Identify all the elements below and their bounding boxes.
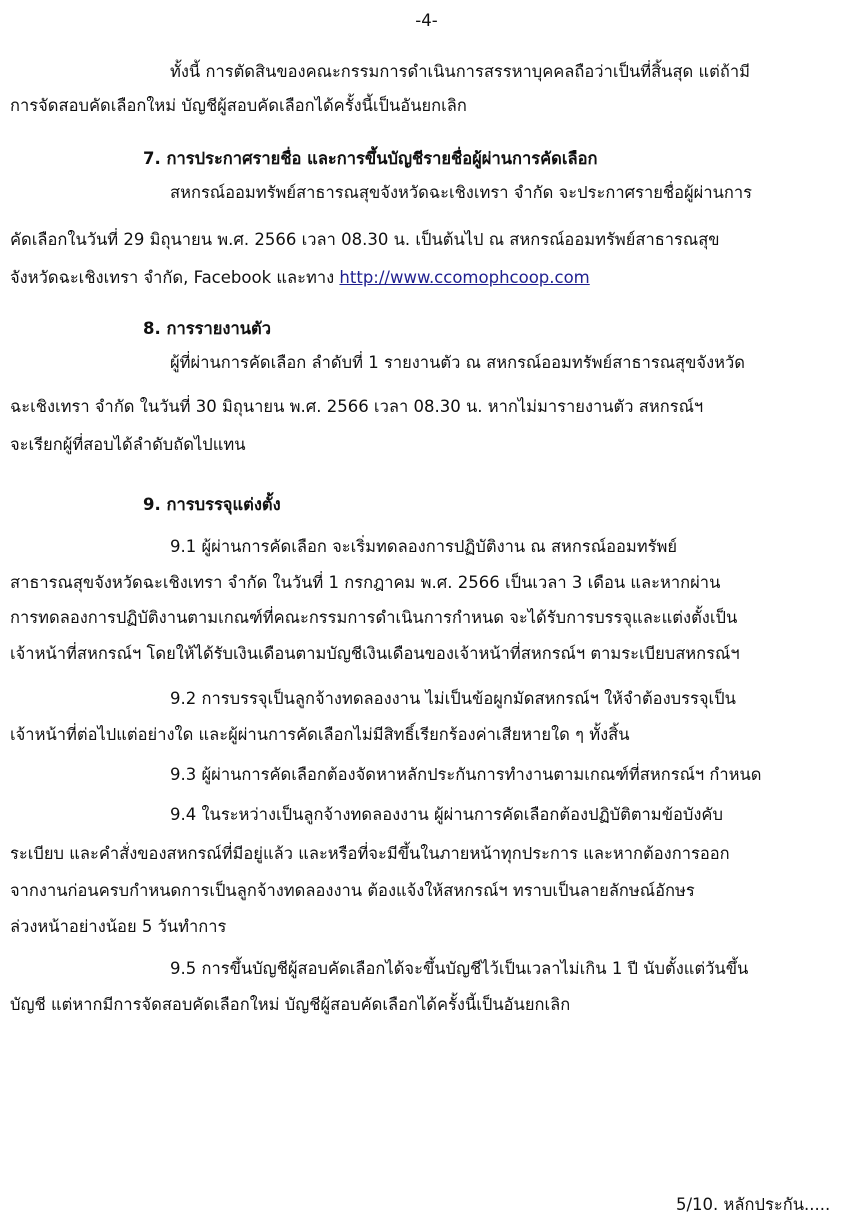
section-8-line-2: ฉะเชิงเทรา จำกัด ในวันที่ 30 มิถุนายน พ.ศ. 2566 เวลา 08.30 น. หากไม่มารายงานตัว สหกรณ์ฯ — [10, 397, 704, 416]
section-7-line-2: คัดเลือกในวันที่ 29 มิถุนายน พ.ศ. 2566 เวลา 08.30 น. เป็นต้นไป ณ สหกรณ์ออมทรัพย์สาธารณสุข — [10, 230, 720, 249]
continuation-footer: 5/10. หลักประกัน..... — [676, 1195, 831, 1214]
section-9-1-line-4: เจ้าหน้าที่สหกรณ์ฯ โดยให้ได้รับเงินเดือนตามบัญชีเงินเดือนของเจ้าหน้าที่สหกรณ์ฯ ตามระเบียบสหกรณ์ฯ — [10, 644, 740, 663]
section-9-1-line-1: 9.1 ผู้ผ่านการคัดเลือก จะเริ่มทดลองการปฏิบัติงาน ณ สหกรณ์ออมทรัพย์ — [170, 537, 678, 556]
website-link[interactable]: http://www.ccomophcoop.com — [339, 268, 590, 287]
section-7-line-3-text: จังหวัดฉะเชิงเทรา จำกัด, Facebook และทาง — [10, 268, 340, 287]
intro-line-2: การจัดสอบคัดเลือกใหม่ บัญชีผู้สอบคัดเลือกได้ครั้งนี้เป็นอันยกเลิก — [10, 96, 467, 115]
section-7-line-1: สหกรณ์ออมทรัพย์สาธารณสุขจังหวัดฉะเชิงเทรา จำกัด จะประกาศรายชื่อผู้ผ่านการ — [170, 183, 752, 202]
section-9-4-line-1: 9.4 ในระหว่างเป็นลูกจ้างทดลองงาน ผู้ผ่านการคัดเลือกต้องปฏิบัติตามข้อบังคับ — [170, 805, 723, 824]
section-9-5-line-2: บัญชี แต่หากมีการจัดสอบคัดเลือกใหม่ บัญชีผู้สอบคัดเลือกได้ครั้งนี้เป็นอันยกเลิก — [10, 995, 571, 1014]
section-9-4-line-4: ล่วงหน้าอย่างน้อย 5 วันทำการ — [10, 917, 227, 936]
section-9-2-line-2: เจ้าหน้าที่ต่อไปแต่อย่างใด และผู้ผ่านการคัดเลือกไม่มีสิทธิ์เรียกร้องค่าเสียหายใด ๆ ทั้งสิ้น — [10, 725, 630, 744]
section-8-heading: 8. การรายงานตัว — [143, 319, 271, 338]
section-9-1-line-3: การทดลองการปฏิบัติงานตามเกณฑ์ที่คณะกรรมการดำเนินการกำหนด จะได้รับการบรรจุและแต่งตั้งเป็น — [10, 608, 738, 627]
page-number: -4- — [415, 11, 438, 30]
section-9-heading: 9. การบรรจุแต่งตั้ง — [143, 495, 281, 514]
section-8-line-1: ผู้ที่ผ่านการคัดเลือก ลำดับที่ 1 รายงานตัว ณ สหกรณ์ออมทรัพย์สาธารณสุขจังหวัด — [170, 353, 745, 372]
section-8-line-3: จะเรียกผู้ที่สอบได้ลำดับถัดไปแทน — [10, 435, 246, 454]
section-9-3-line-1: 9.3 ผู้ผ่านการคัดเลือกต้องจัดหาหลักประกันการทำงานตามเกณฑ์ที่สหกรณ์ฯ กำหนด — [170, 765, 762, 784]
section-9-4-line-3: จากงานก่อนครบกำหนดการเป็นลูกจ้างทดลองงาน ต้องแจ้งให้สหกรณ์ฯ ทราบเป็นลายลักษณ์อักษร — [10, 881, 695, 900]
section-9-1-line-2: สาธารณสุขจังหวัดฉะเชิงเทรา จำกัด ในวันที่ 1 กรกฎาคม พ.ศ. 2566 เป็นเวลา 3 เดือน และหากผ่าน — [10, 573, 721, 592]
section-9-2-line-1: 9.2 การบรรจุเป็นลูกจ้างทดลองงาน ไม่เป็นข้อผูกมัดสหกรณ์ฯ ให้จำต้องบรรจุเป็น — [170, 689, 736, 708]
intro-line-1: ทั้งนี้ การตัดสินของคณะกรรมการดำเนินการสรรหาบุคคลถือว่าเป็นที่สิ้นสุด แต่ถ้ามี — [170, 62, 750, 81]
section-7-heading: 7. การประกาศรายชื่อ และการขึ้นบัญชีรายชื่อผู้ผ่านการคัดเลือก — [143, 149, 598, 168]
section-9-4-line-2: ระเบียบ และคำสั่งของสหกรณ์ที่มีอยู่แล้ว และหรือที่จะมีขึ้นในภายหน้าทุกประการ และหากต้องการออก — [10, 844, 730, 863]
section-9-5-line-1: 9.5 การขึ้นบัญชีผู้สอบคัดเลือกได้จะขึ้นบัญชีไว้เป็นเวลาไม่เกิน 1 ปี นับตั้งแต่วันขึ้น — [170, 959, 749, 978]
section-7-line-3 — [10, 267, 590, 289]
